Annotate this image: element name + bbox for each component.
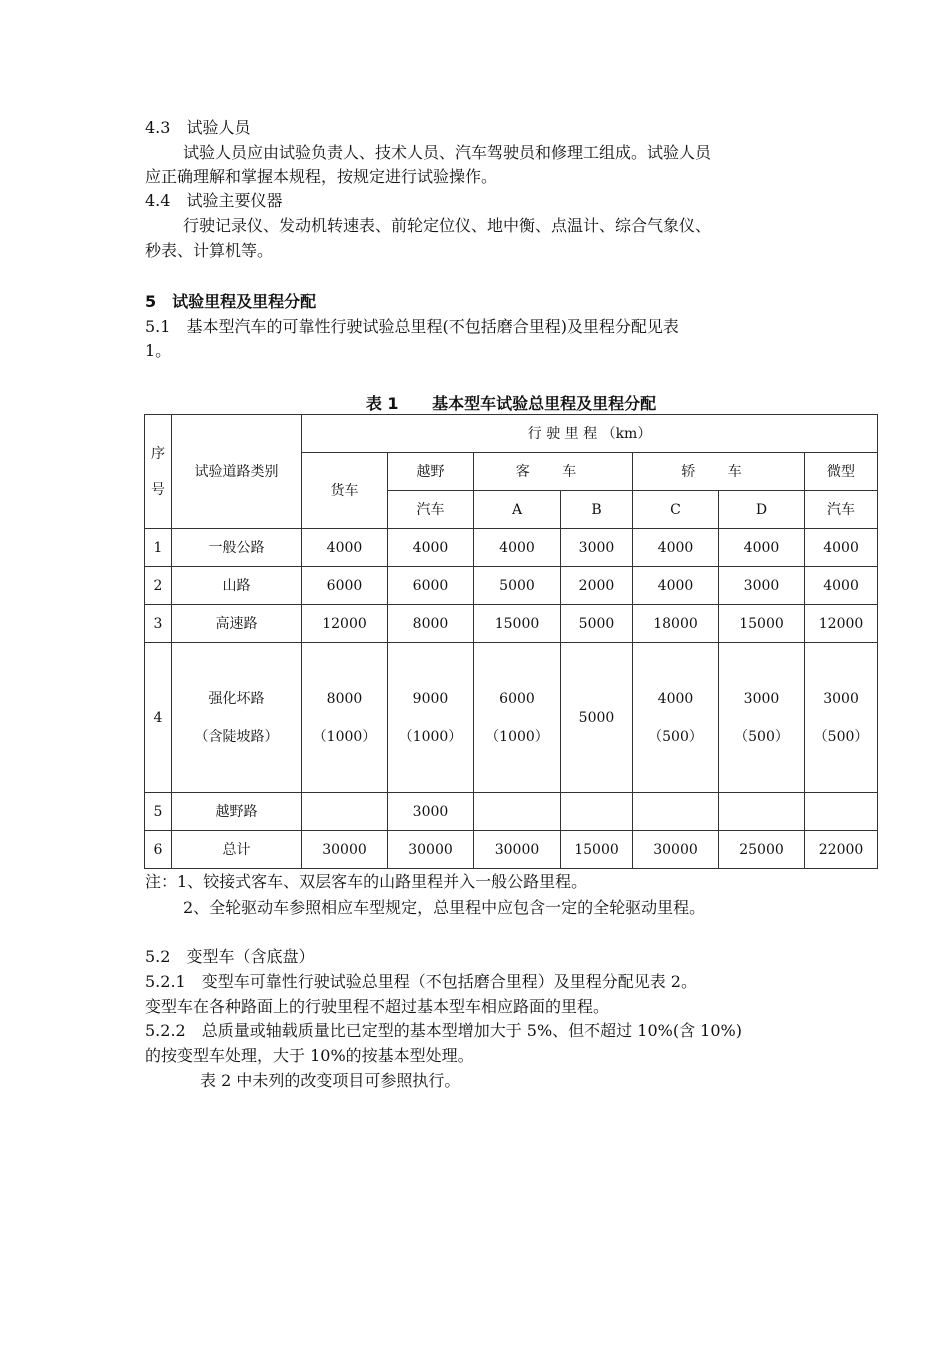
row-road: 一般公路 (172, 529, 302, 567)
table-row (145, 529, 878, 567)
cell: 3000 (561, 529, 633, 567)
row-road-line1: 强化坏路 (208, 690, 265, 707)
header-offroad: 越野 (388, 453, 474, 491)
table-row (145, 605, 878, 643)
table-row (145, 643, 878, 793)
cell-value: 9000 (412, 690, 449, 707)
cell: 6000 (302, 567, 388, 605)
row-no: 2 (145, 567, 172, 605)
cell-value: 3000 (743, 690, 780, 707)
cell: 4000 (474, 529, 561, 567)
header-truck: 货车 (302, 453, 388, 529)
header-mini-line2: 汽车 (805, 491, 878, 529)
cell: 30000 (474, 831, 561, 869)
section-5-2-2-text: 5.2.2 总质量或轴载质量比已定型的基本型增加大于 5%、但不超过 10%(含 10%) (145, 1021, 742, 1040)
cell: 5000 (561, 643, 633, 793)
cell: 4000 (805, 567, 878, 605)
cell (805, 643, 878, 793)
cell-subvalue: （500） (648, 728, 703, 745)
cell-subvalue: （1000） (485, 728, 549, 745)
table-note-1: 注：1、铰接式客车、双层客车的山路里程并入一般公路里程。 (145, 872, 588, 891)
row-road (172, 643, 302, 793)
cell (633, 643, 719, 793)
section-5-2-1-text: 5.2.1 变型车可靠性行驶试验总里程（不包括磨合里程）及里程分配见表 2。 (145, 972, 697, 991)
table-caption (145, 391, 877, 414)
section-4-4-text: 秒表、计算机等。 (145, 241, 274, 260)
cell (633, 793, 719, 831)
row-no: 3 (145, 605, 172, 643)
cell: 5000 (561, 605, 633, 643)
cell (474, 643, 561, 793)
row-no: 1 (145, 529, 172, 567)
cell: 2000 (561, 567, 633, 605)
cell-value: 3000 (823, 690, 859, 707)
row-no: 4 (145, 643, 172, 793)
header-sub-d: D (719, 491, 805, 529)
cell: 6000 (388, 567, 474, 605)
cell: 5000 (474, 567, 561, 605)
cell: 4000 (805, 529, 878, 567)
row-no: 6 (145, 831, 172, 869)
cell: 4000 (633, 567, 719, 605)
header-mini: 微型 (805, 453, 878, 491)
cell: 12000 (805, 605, 878, 643)
header-sub-c: C (633, 491, 719, 529)
cell-subvalue: （1000） (312, 728, 377, 745)
section-5-2-2-text: 的按变型车处理，大于 10%的按基本型处理。 (145, 1046, 474, 1065)
row-road: 山路 (172, 567, 302, 605)
table-title: 基本型车试验总里程及里程分配 (432, 394, 657, 413)
cell (805, 793, 878, 831)
row-road: 总计 (172, 831, 302, 869)
section-4-4-heading: 4.4 试验主要仪器 (145, 191, 283, 210)
cell: 8000 (388, 605, 474, 643)
section-4-3-text: 试验人员应由试验负责人、技术人员、汽车驾驶员和修理工组成。试验人员 (183, 143, 712, 162)
cell-subvalue: （1000） (398, 728, 463, 745)
header-road-type: 试验道路类别 (172, 415, 302, 529)
header-seq: 序号 (145, 415, 172, 529)
cell (302, 643, 388, 793)
cell (561, 793, 633, 831)
section-5-2-note: 表 2 中未列的改变项目可参照执行。 (200, 1071, 461, 1090)
cell-value: 4000 (657, 690, 694, 707)
section-5-heading: 5 试验里程及里程分配 (145, 292, 317, 311)
cell: 15000 (474, 605, 561, 643)
row-road: 越野路 (172, 793, 302, 831)
section-4-4-text: 行驶记录仪、发动机转速表、前轮定位仪、地中衡、点温计、综合气象仪、 (183, 216, 712, 235)
section-5-2-heading: 5.2 变型车（含底盘） (145, 947, 315, 966)
cell-subvalue: （500） (813, 728, 869, 745)
cell: 4000 (719, 529, 805, 567)
header-sub-b: B (561, 491, 633, 529)
table-row (145, 793, 878, 831)
section-5-2-1-text: 变型车在各种路面上的行驶里程不超过基本型车相应路面的里程。 (145, 997, 610, 1016)
cell: 3000 (388, 793, 474, 831)
row-road: 高速路 (172, 605, 302, 643)
cell: 15000 (561, 831, 633, 869)
section-4-3-text: 应正确理解和掌握本规程，按规定进行试验操作。 (145, 167, 498, 186)
table-row (145, 567, 878, 605)
cell: 4000 (388, 529, 474, 567)
header-car: 轿 车 (633, 453, 805, 491)
cell: 4000 (302, 529, 388, 567)
cell: 25000 (719, 831, 805, 869)
table-number: 表 1 (365, 394, 399, 413)
cell: 4000 (633, 529, 719, 567)
section-5-1-text: 1。 (145, 341, 172, 360)
cell: 12000 (302, 605, 388, 643)
cell: 18000 (633, 605, 719, 643)
table-note-2: 2、全轮驱动车参照相应车型规定，总里程中应包含一定的全轮驱动里程。 (183, 898, 706, 917)
cell: 3000 (719, 567, 805, 605)
cell: 15000 (719, 605, 805, 643)
header-sub-a: A (474, 491, 561, 529)
cell-subvalue: （500） (734, 728, 789, 745)
row-no: 5 (145, 793, 172, 831)
header-mileage: 行 驶 里 程 （km） (302, 415, 878, 453)
cell (302, 793, 388, 831)
table-row (145, 831, 878, 869)
section-5-1-text: 5.1 基本型汽车的可靠性行驶试验总里程(不包括磨合里程)及里程分配见表 (145, 317, 679, 336)
row-road-line2: （含陡坡路） (194, 728, 279, 745)
cell (719, 643, 805, 793)
cell-value: 8000 (326, 690, 363, 707)
section-4-3-heading: 4.3 试验人员 (145, 118, 251, 137)
mileage-table (144, 414, 878, 869)
cell (388, 643, 474, 793)
cell: 30000 (388, 831, 474, 869)
cell: 22000 (805, 831, 878, 869)
cell: 30000 (633, 831, 719, 869)
cell (474, 793, 561, 831)
header-offroad-line2: 汽车 (388, 491, 474, 529)
header-bus: 客 车 (474, 453, 633, 491)
cell-value: 6000 (499, 690, 535, 707)
cell (719, 793, 805, 831)
cell: 30000 (302, 831, 388, 869)
